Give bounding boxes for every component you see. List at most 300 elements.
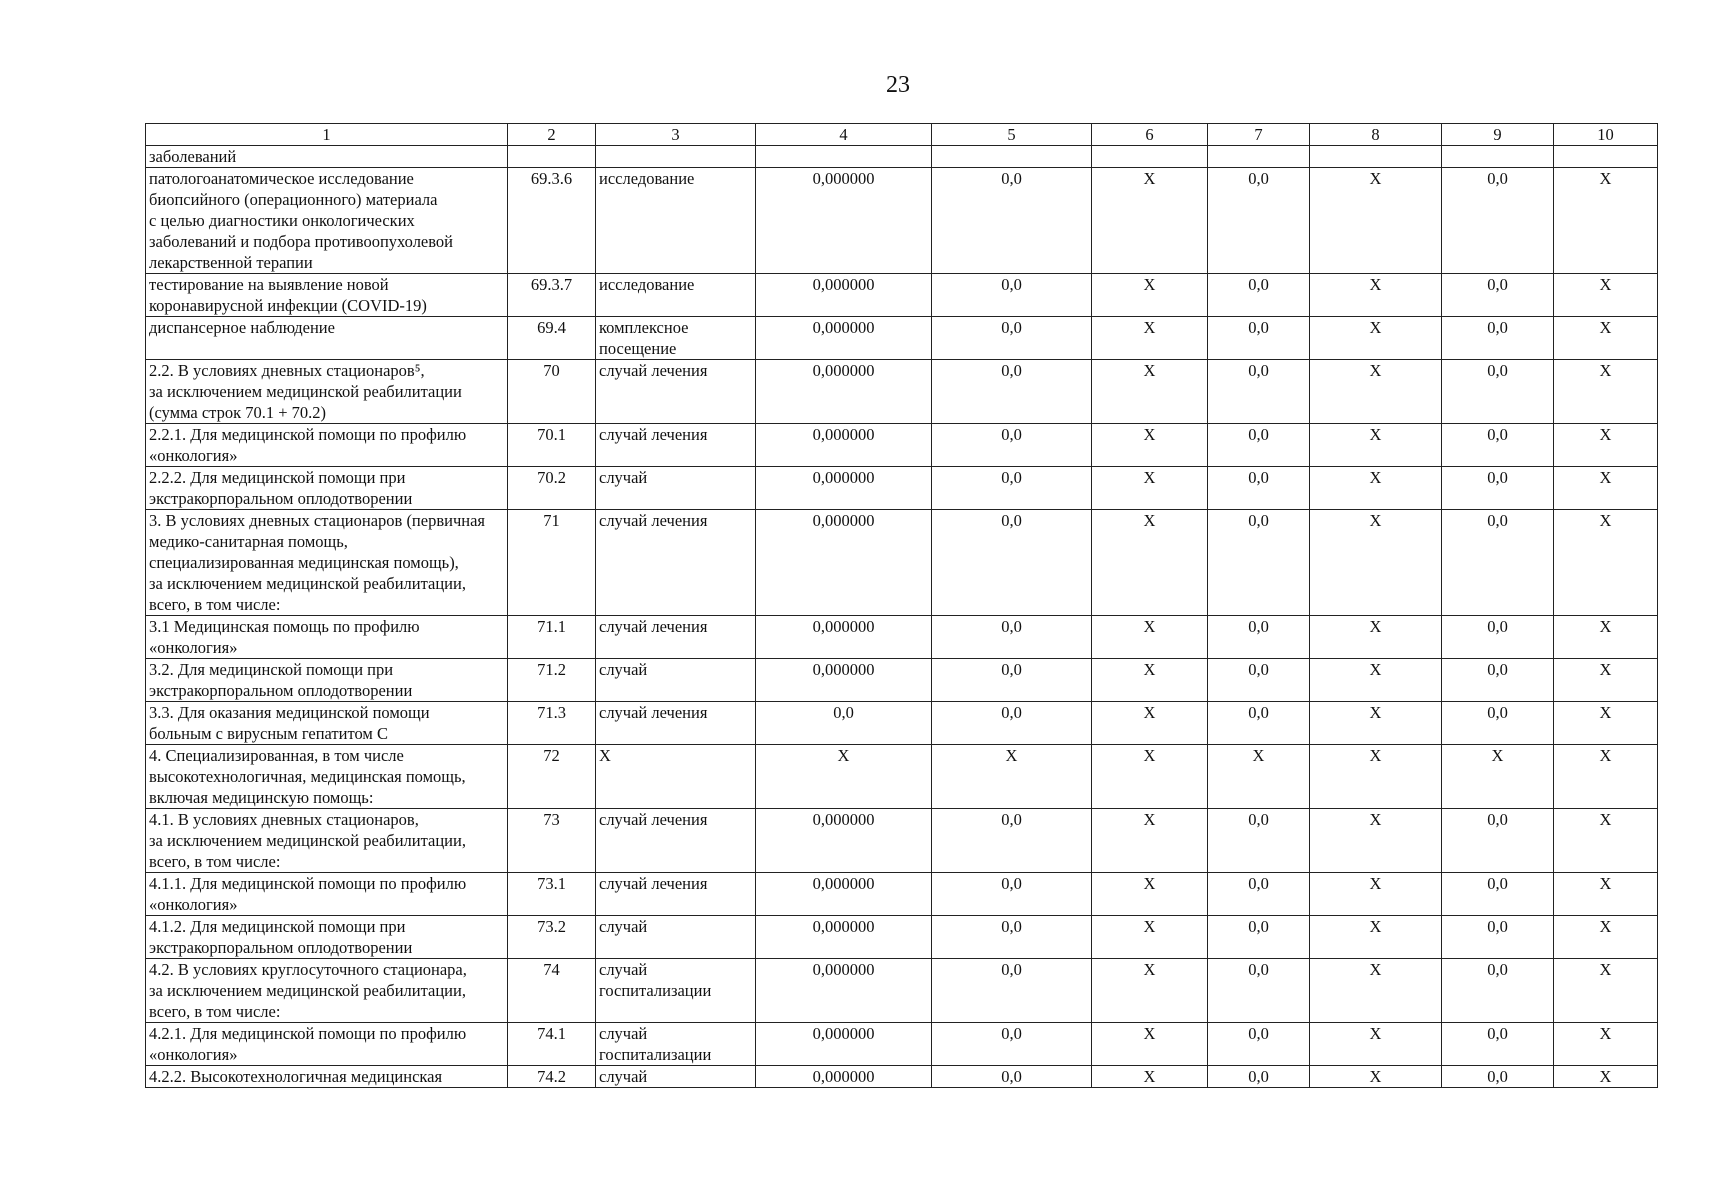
row-unit-cell-text: комплексное посещение [599, 318, 689, 358]
col8-cell [1310, 146, 1442, 168]
row-unit-cell [596, 510, 756, 616]
col10-cell [1554, 616, 1658, 659]
col4-cell [756, 659, 932, 702]
col8-cell [1310, 745, 1442, 809]
row-code-cell [508, 1023, 596, 1066]
col8-cell-text: X [1369, 917, 1382, 936]
col4-cell [756, 317, 932, 360]
col9-cell [1442, 424, 1554, 467]
col6-cell [1092, 916, 1208, 959]
col8-cell-text: X [1369, 810, 1382, 829]
col7-cell [1208, 616, 1310, 659]
row-name-cell-text: 3. В условиях дневных стационаров (первичная медико-санитарная помощь, специализированная медицинская помощь), за исключением медицинской реабилитации, всего, в том числе: [149, 511, 486, 614]
table-row [146, 317, 1658, 360]
col9-cell-text: 0,0 [1487, 703, 1508, 722]
col7-cell-text: 0,0 [1248, 617, 1269, 636]
col5-cell-text: 0,0 [1001, 318, 1022, 337]
col10-cell-text: X [1599, 361, 1612, 380]
col9-cell-text: 0,0 [1487, 810, 1508, 829]
col6-cell-text: X [1143, 874, 1156, 893]
row-code-cell-text: 74.1 [537, 1024, 566, 1043]
col4-cell-text: 0,000000 [812, 1067, 875, 1086]
col4-cell-text: 0,000000 [812, 425, 875, 444]
table-header-row [146, 124, 1658, 146]
row-unit-cell [596, 959, 756, 1023]
row-name-cell [146, 424, 508, 467]
row-unit-cell [596, 146, 756, 168]
col6-cell [1092, 809, 1208, 873]
row-unit-cell-text: случай лечения [599, 511, 708, 530]
col5-cell [932, 467, 1092, 510]
table-row [146, 959, 1658, 1023]
col5-cell [932, 424, 1092, 467]
col10-cell [1554, 274, 1658, 317]
col5-cell-text: 0,0 [1001, 917, 1022, 936]
col6-cell [1092, 467, 1208, 510]
col10-cell [1554, 510, 1658, 616]
row-name-cell-text: 2.2. В условиях дневных стационаров⁵, за исключением медицинской реабилитации (сумма строк 70.1 + 70.2) [149, 361, 462, 422]
row-unit-cell-text: случай [599, 917, 648, 936]
col8-cell-text: X [1369, 361, 1382, 380]
row-code-cell [508, 916, 596, 959]
table-row [146, 168, 1658, 274]
col7-cell-text: 0,0 [1248, 361, 1269, 380]
table-row [146, 616, 1658, 659]
col7-cell [1208, 146, 1310, 168]
header-cell: 8 [1310, 124, 1442, 146]
row-code-cell-text: 70 [543, 361, 560, 380]
col9-cell [1442, 360, 1554, 424]
col6-cell-text: X [1143, 318, 1156, 337]
col5-cell [932, 1023, 1092, 1066]
col4-cell [756, 616, 932, 659]
row-code-cell [508, 424, 596, 467]
col6-cell [1092, 510, 1208, 616]
row-name-cell-text: 4. Специализированная, в том числе высокотехнологичная, медицинская помощь, включая медицинскую помощь: [149, 746, 466, 807]
col8-cell [1310, 1023, 1442, 1066]
col6-cell [1092, 1023, 1208, 1066]
row-code-cell-text: 73.2 [537, 917, 566, 936]
col10-cell-text: X [1599, 960, 1612, 979]
col6-cell [1092, 745, 1208, 809]
row-name-cell-text: диспансерное наблюдение [149, 318, 335, 337]
col6-cell [1092, 659, 1208, 702]
col5-cell-text: 0,0 [1001, 169, 1022, 188]
col7-cell-text: 0,0 [1248, 511, 1269, 530]
col7-cell [1208, 1023, 1310, 1066]
header-cell: 1 [146, 124, 508, 146]
col10-cell-text: X [1599, 511, 1612, 530]
col9-cell [1442, 616, 1554, 659]
row-unit-cell [596, 1066, 756, 1088]
col6-cell [1092, 274, 1208, 317]
col9-cell-text: X [1491, 746, 1504, 765]
col9-cell-text: 0,0 [1487, 874, 1508, 893]
col10-cell-text: X [1599, 810, 1612, 829]
col8-cell [1310, 873, 1442, 916]
col10-cell [1554, 873, 1658, 916]
col8-cell [1310, 317, 1442, 360]
col8-cell-text: X [1369, 468, 1382, 487]
col10-cell-text: X [1599, 660, 1612, 679]
col10-cell [1554, 702, 1658, 745]
row-unit-cell [596, 702, 756, 745]
row-name-cell [146, 702, 508, 745]
col10-cell [1554, 146, 1658, 168]
col4-cell [756, 959, 932, 1023]
col7-cell-text: 0,0 [1248, 1067, 1269, 1086]
col5-cell [932, 873, 1092, 916]
row-code-cell [508, 809, 596, 873]
row-name-cell-text: 4.1.1. Для медицинской помощи по профилю «онкология» [149, 874, 467, 914]
col10-cell-text: X [1599, 746, 1612, 765]
col7-cell [1208, 168, 1310, 274]
row-code-cell [508, 168, 596, 274]
col7-cell-text: 0,0 [1248, 960, 1269, 979]
col10-cell-text: X [1599, 275, 1612, 294]
col4-cell-text: 0,000000 [812, 318, 875, 337]
col6-cell [1092, 168, 1208, 274]
header-cell: 4 [756, 124, 932, 146]
col4-cell-text: 0,000000 [812, 960, 875, 979]
col9-cell-text: 0,0 [1487, 917, 1508, 936]
col6-cell [1092, 616, 1208, 659]
col4-cell [756, 360, 932, 424]
row-code-cell [508, 659, 596, 702]
col8-cell-text: X [1369, 960, 1382, 979]
col9-cell-text: 0,0 [1487, 425, 1508, 444]
table-row [146, 360, 1658, 424]
col7-cell-text: X [1252, 746, 1265, 765]
col6-cell-text: X [1143, 169, 1156, 188]
col6-cell-text: X [1143, 617, 1156, 636]
col8-cell [1310, 467, 1442, 510]
col8-cell-text: X [1369, 169, 1382, 188]
col5-cell-text: 0,0 [1001, 1024, 1022, 1043]
col4-cell-text: 0,000000 [812, 361, 875, 380]
table-row [146, 274, 1658, 317]
table-row [146, 916, 1658, 959]
row-code-cell [508, 959, 596, 1023]
col7-cell [1208, 467, 1310, 510]
col7-cell-text: 0,0 [1248, 1024, 1269, 1043]
col10-cell-text: X [1599, 617, 1612, 636]
col7-cell-text: 0,0 [1248, 810, 1269, 829]
col9-cell-text: 0,0 [1487, 617, 1508, 636]
col9-cell-text: 0,0 [1487, 960, 1508, 979]
row-code-cell-text: 70.1 [537, 425, 566, 444]
col8-cell-text: X [1369, 703, 1382, 722]
col4-cell [756, 168, 932, 274]
row-code-cell [508, 274, 596, 317]
col8-cell-text: X [1369, 617, 1382, 636]
col4-cell-text: 0,000000 [812, 660, 875, 679]
col9-cell [1442, 510, 1554, 616]
col6-cell-text: X [1143, 810, 1156, 829]
col7-cell [1208, 360, 1310, 424]
col5-cell-text: 0,0 [1001, 810, 1022, 829]
row-name-cell [146, 317, 508, 360]
col8-cell-text: X [1369, 318, 1382, 337]
col8-cell [1310, 959, 1442, 1023]
col8-cell-text: X [1369, 511, 1382, 530]
row-unit-cell [596, 317, 756, 360]
row-unit-cell [596, 659, 756, 702]
col10-cell-text: X [1599, 1067, 1612, 1086]
col7-cell-text: 0,0 [1248, 318, 1269, 337]
col5-cell-text: 0,0 [1001, 275, 1022, 294]
col10-cell [1554, 659, 1658, 702]
row-code-cell-text: 73.1 [537, 874, 566, 893]
col10-cell-text: X [1599, 169, 1612, 188]
col9-cell [1442, 274, 1554, 317]
col5-cell [932, 274, 1092, 317]
col7-cell [1208, 424, 1310, 467]
col9-cell [1442, 146, 1554, 168]
col9-cell-text: 0,0 [1487, 275, 1508, 294]
col8-cell-text: X [1369, 275, 1382, 294]
col4-cell-text: 0,000000 [812, 275, 875, 294]
col6-cell-text: X [1143, 917, 1156, 936]
col4-cell [756, 916, 932, 959]
header-cell: 7 [1208, 124, 1310, 146]
col9-cell-text: 0,0 [1487, 660, 1508, 679]
col5-cell [932, 1066, 1092, 1088]
row-name-cell [146, 916, 508, 959]
col4-cell [756, 146, 932, 168]
col5-cell [932, 317, 1092, 360]
col10-cell [1554, 168, 1658, 274]
col7-cell [1208, 510, 1310, 616]
row-unit-cell [596, 467, 756, 510]
row-name-cell-text: 4.2.1. Для медицинской помощи по профилю «онкология» [149, 1024, 467, 1064]
col6-cell [1092, 424, 1208, 467]
header-cell: 9 [1442, 124, 1554, 146]
row-code-cell [508, 873, 596, 916]
row-code-cell [508, 467, 596, 510]
col8-cell-text: X [1369, 425, 1382, 444]
row-unit-cell [596, 168, 756, 274]
col6-cell-text: X [1143, 660, 1156, 679]
row-name-cell [146, 360, 508, 424]
col4-cell-text: 0,000000 [812, 1024, 875, 1043]
col6-cell-text: X [1143, 960, 1156, 979]
col4-cell [756, 274, 932, 317]
col5-cell-text: 0,0 [1001, 425, 1022, 444]
col10-cell [1554, 809, 1658, 873]
table-row [146, 467, 1658, 510]
col8-cell-text: X [1369, 660, 1382, 679]
col10-cell [1554, 1066, 1658, 1088]
col7-cell-text: 0,0 [1248, 169, 1269, 188]
col7-cell [1208, 702, 1310, 745]
table-row [146, 809, 1658, 873]
col7-cell [1208, 274, 1310, 317]
col6-cell-text: X [1143, 1067, 1156, 1086]
col5-cell [932, 745, 1092, 809]
row-unit-cell [596, 616, 756, 659]
row-name-cell [146, 659, 508, 702]
col8-cell-text: X [1369, 874, 1382, 893]
row-unit-cell-text: случай [599, 468, 648, 487]
col6-cell [1092, 702, 1208, 745]
col9-cell [1442, 317, 1554, 360]
header-cell: 10 [1554, 124, 1658, 146]
col4-cell [756, 809, 932, 873]
row-name-cell [146, 616, 508, 659]
row-unit-cell [596, 916, 756, 959]
row-code-cell-text: 72 [543, 746, 560, 765]
col4-cell-text: 0,000000 [812, 511, 875, 530]
row-code-cell-text: 71.1 [537, 617, 566, 636]
table-row [146, 745, 1658, 809]
row-unit-cell-text: X [599, 746, 611, 765]
col6-cell-text: X [1143, 468, 1156, 487]
col4-cell-text: 0,000000 [812, 617, 875, 636]
col9-cell-text: 0,0 [1487, 318, 1508, 337]
row-unit-cell [596, 424, 756, 467]
row-name-cell [146, 745, 508, 809]
row-code-cell-text: 71.3 [537, 703, 566, 722]
col10-cell-text: X [1599, 703, 1612, 722]
col8-cell [1310, 274, 1442, 317]
col5-cell-text: 0,0 [1001, 660, 1022, 679]
col9-cell [1442, 168, 1554, 274]
row-name-cell [146, 1066, 508, 1088]
row-unit-cell [596, 274, 756, 317]
col10-cell [1554, 360, 1658, 424]
col9-cell-text: 0,0 [1487, 361, 1508, 380]
col6-cell [1092, 317, 1208, 360]
col10-cell-text: X [1599, 917, 1612, 936]
row-name-cell [146, 274, 508, 317]
row-unit-cell-text: случай [599, 660, 648, 679]
row-unit-cell-text: случай госпитализации [599, 1024, 712, 1064]
row-unit-cell-text: случай лечения [599, 703, 708, 722]
row-name-cell-text: 4.2.2. Высокотехнологичная медицинская [149, 1067, 443, 1086]
col8-cell [1310, 1066, 1442, 1088]
row-unit-cell [596, 1023, 756, 1066]
col4-cell-text: 0,000000 [812, 169, 875, 188]
col9-cell [1442, 809, 1554, 873]
col5-cell-text: 0,0 [1001, 511, 1022, 530]
col8-cell [1310, 659, 1442, 702]
col6-cell-text: X [1143, 1024, 1156, 1043]
row-code-cell-text: 69.3.6 [530, 169, 573, 188]
col6-cell-text: X [1143, 425, 1156, 444]
col8-cell [1310, 916, 1442, 959]
row-code-cell-text: 71.2 [537, 660, 566, 679]
col5-cell [932, 702, 1092, 745]
row-unit-cell [596, 873, 756, 916]
col4-cell-text: 0,000000 [812, 468, 875, 487]
row-unit-cell-text: случай лечения [599, 874, 708, 893]
col8-cell-text: X [1369, 1067, 1382, 1086]
col9-cell [1442, 1066, 1554, 1088]
row-unit-cell-text: случай лечения [599, 617, 708, 636]
row-code-cell-text: 71 [543, 511, 560, 530]
col5-cell-text: X [1005, 746, 1018, 765]
col9-cell [1442, 745, 1554, 809]
col4-cell-text: 0,000000 [812, 917, 875, 936]
header-cell: 5 [932, 124, 1092, 146]
col4-cell [756, 1066, 932, 1088]
col10-cell [1554, 467, 1658, 510]
row-name-cell-text: 3.2. Для медицинской помощи при экстракорпоральном оплодотворении [149, 660, 413, 700]
col7-cell [1208, 1066, 1310, 1088]
col5-cell [932, 360, 1092, 424]
row-unit-cell-text: случай лечения [599, 425, 708, 444]
row-name-cell [146, 809, 508, 873]
row-code-cell [508, 702, 596, 745]
col8-cell [1310, 702, 1442, 745]
col8-cell [1310, 510, 1442, 616]
col4-cell [756, 702, 932, 745]
col8-cell [1310, 168, 1442, 274]
row-name-cell-text: 4.1.2. Для медицинской помощи при экстракорпоральном оплодотворении [149, 917, 413, 957]
row-unit-cell-text: исследование [599, 169, 695, 188]
row-unit-cell [596, 809, 756, 873]
row-name-cell [146, 873, 508, 916]
col6-cell [1092, 873, 1208, 916]
col10-cell [1554, 959, 1658, 1023]
row-code-cell-text: 69.3.7 [530, 275, 573, 294]
col7-cell-text: 0,0 [1248, 917, 1269, 936]
page-number: 23 [886, 72, 910, 98]
col5-cell-text: 0,0 [1001, 617, 1022, 636]
table-row [146, 659, 1658, 702]
header-cell: 6 [1092, 124, 1208, 146]
row-unit-cell-text: случай лечения [599, 810, 708, 829]
col4-cell [756, 745, 932, 809]
col4-cell-text: 0,000000 [812, 874, 875, 893]
col4-cell [756, 510, 932, 616]
col10-cell [1554, 424, 1658, 467]
col6-cell-text: X [1143, 746, 1156, 765]
row-code-cell-text: 73 [543, 810, 560, 829]
col7-cell-text: 0,0 [1248, 660, 1269, 679]
col5-cell [932, 916, 1092, 959]
col8-cell [1310, 616, 1442, 659]
row-name-cell-text: 2.2.2. Для медицинской помощи при экстракорпоральном оплодотворении [149, 468, 413, 508]
col6-cell [1092, 146, 1208, 168]
col10-cell-text: X [1599, 1024, 1612, 1043]
col4-cell [756, 467, 932, 510]
table-row [146, 873, 1658, 916]
col5-cell [932, 809, 1092, 873]
row-code-cell [508, 616, 596, 659]
col7-cell [1208, 916, 1310, 959]
col10-cell [1554, 1023, 1658, 1066]
row-name-cell-text: 2.2.1. Для медицинской помощи по профилю «онкология» [149, 425, 467, 465]
row-code-cell-text: 70.2 [537, 468, 566, 487]
row-code-cell-text: 74.2 [537, 1067, 566, 1086]
row-name-cell-text: 4.1. В условиях дневных стационаров, за исключением медицинской реабилитации, всего, в том числе: [149, 810, 466, 871]
row-code-cell [508, 745, 596, 809]
table-row [146, 1023, 1658, 1066]
col7-cell-text: 0,0 [1248, 874, 1269, 893]
col9-cell [1442, 873, 1554, 916]
row-name-cell-text: патологоанатомическое исследование биопсийного (операционного) материала с целью диагностики онкологических заболеваний и подбора противоопухолевой лекарственной терапии [149, 169, 454, 272]
col7-cell [1208, 873, 1310, 916]
col4-cell [756, 1023, 932, 1066]
col9-cell-text: 0,0 [1487, 169, 1508, 188]
col5-cell [932, 510, 1092, 616]
col5-cell-text: 0,0 [1001, 960, 1022, 979]
col6-cell-text: X [1143, 703, 1156, 722]
col4-cell [756, 424, 932, 467]
col10-cell-text: X [1599, 874, 1612, 893]
